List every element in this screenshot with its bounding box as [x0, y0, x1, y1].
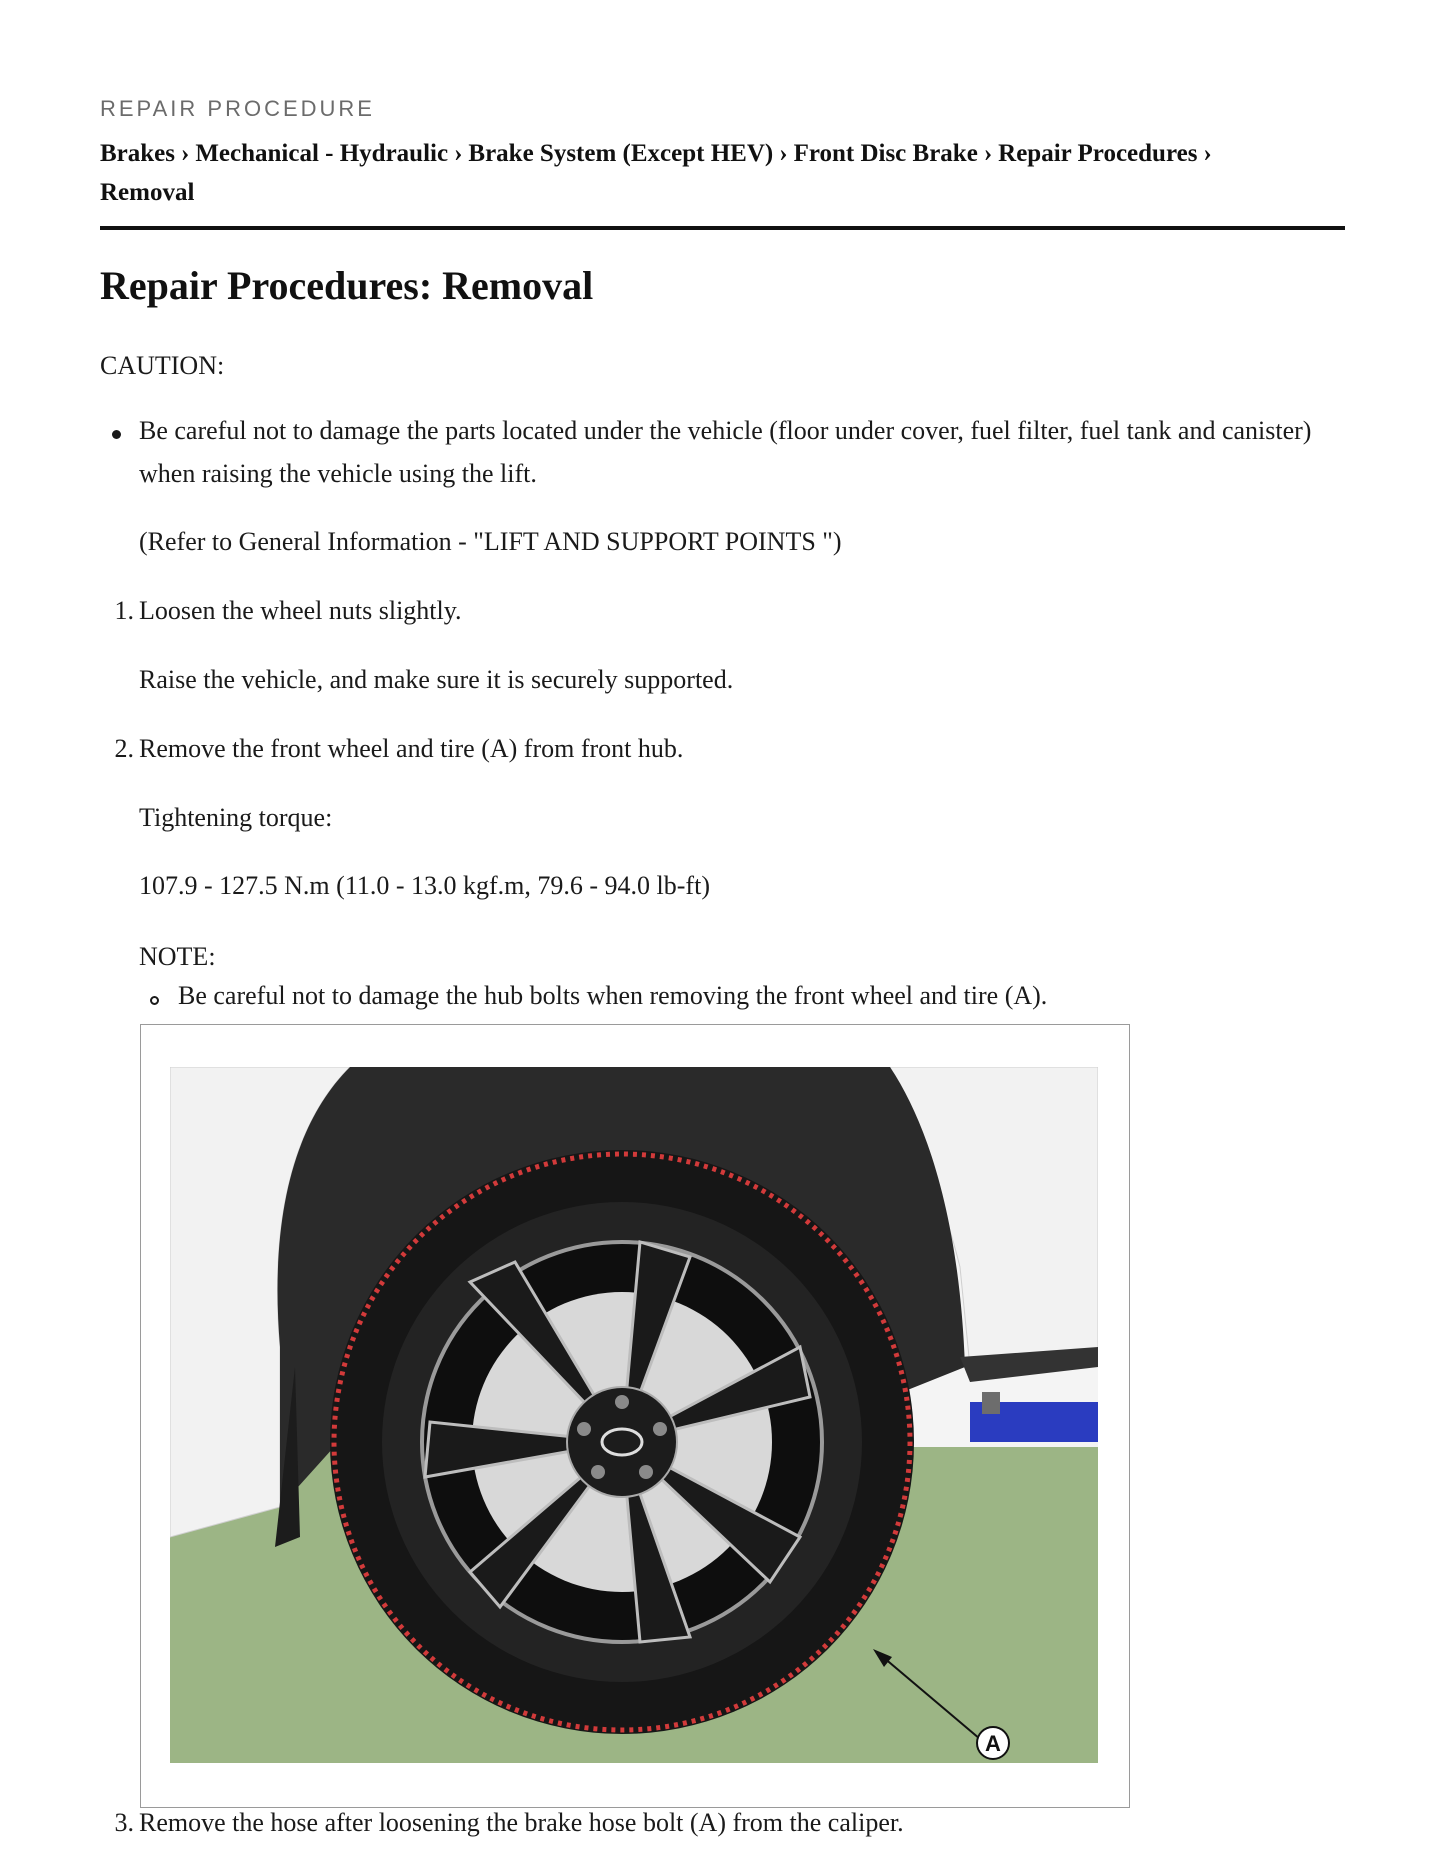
wheel-removal-figure — [140, 1024, 1130, 1808]
breadcrumb-item[interactable]: Brakes — [100, 140, 175, 167]
step-number: 2. — [114, 734, 134, 763]
breadcrumb-separator: › — [983, 140, 993, 167]
caution-label: CAUTION: — [100, 351, 225, 380]
step-3-text: Remove the hose after loosening the brake hose bolt (A) from the caliper. — [139, 1808, 904, 1837]
step-number: 1. — [114, 596, 134, 625]
breadcrumb-item[interactable]: Mechanical - Hydraulic — [195, 140, 449, 167]
torque-value: 107.9 - 127.5 N.m (11.0 - 13.0 kgf.m, 79.6 - 94.0 lb-ft) — [139, 871, 710, 900]
breadcrumb — [100, 134, 1345, 212]
breadcrumb-separator: › — [1203, 140, 1212, 167]
breadcrumb-separator: › — [181, 140, 190, 167]
breadcrumb-item[interactable]: Brake System (Except HEV) — [468, 140, 774, 167]
step-1-subtext: Raise the vehicle, and make sure it is securely supported. — [139, 665, 734, 694]
page-title: Repair Procedures: Removal — [100, 263, 594, 308]
breadcrumb-item-current: Removal — [100, 179, 195, 206]
breadcrumb-separator: › — [779, 140, 788, 167]
jack-pad — [982, 1392, 1000, 1414]
breadcrumb-item[interactable]: Front Disc Brake — [793, 140, 978, 167]
section-label: REPAIR PROCEDURE — [100, 96, 375, 121]
step-1-text: Loosen the wheel nuts slightly. — [139, 596, 462, 625]
note-text: Be careful not to damage the hub bolts when removing the front wheel and tire (A). — [178, 981, 1048, 1010]
bullet-marker — [112, 430, 121, 439]
step-2-text: Remove the front wheel and tire (A) from front hub. — [139, 734, 684, 763]
caution-reference: (Refer to General Information - "LIFT AND SUPPORT POINTS ") — [139, 527, 842, 556]
breadcrumb-separator: › — [454, 140, 463, 167]
note-label: NOTE: — [139, 942, 216, 971]
torque-label: Tightening torque: — [139, 803, 333, 832]
wheel-illustration — [170, 1067, 1098, 1763]
callout-label: A — [985, 1731, 1001, 1756]
breadcrumb-item[interactable]: Repair Procedures — [998, 140, 1198, 167]
caution-text: Be careful not to damage the parts located under the vehicle (floor under cover, fuel filter, fuel tank and canister) when raising the vehicle using the lift. — [139, 416, 1312, 488]
header-divider — [100, 226, 1345, 230]
step-number: 3. — [114, 1808, 134, 1837]
sub-bullet-marker — [150, 996, 159, 1005]
